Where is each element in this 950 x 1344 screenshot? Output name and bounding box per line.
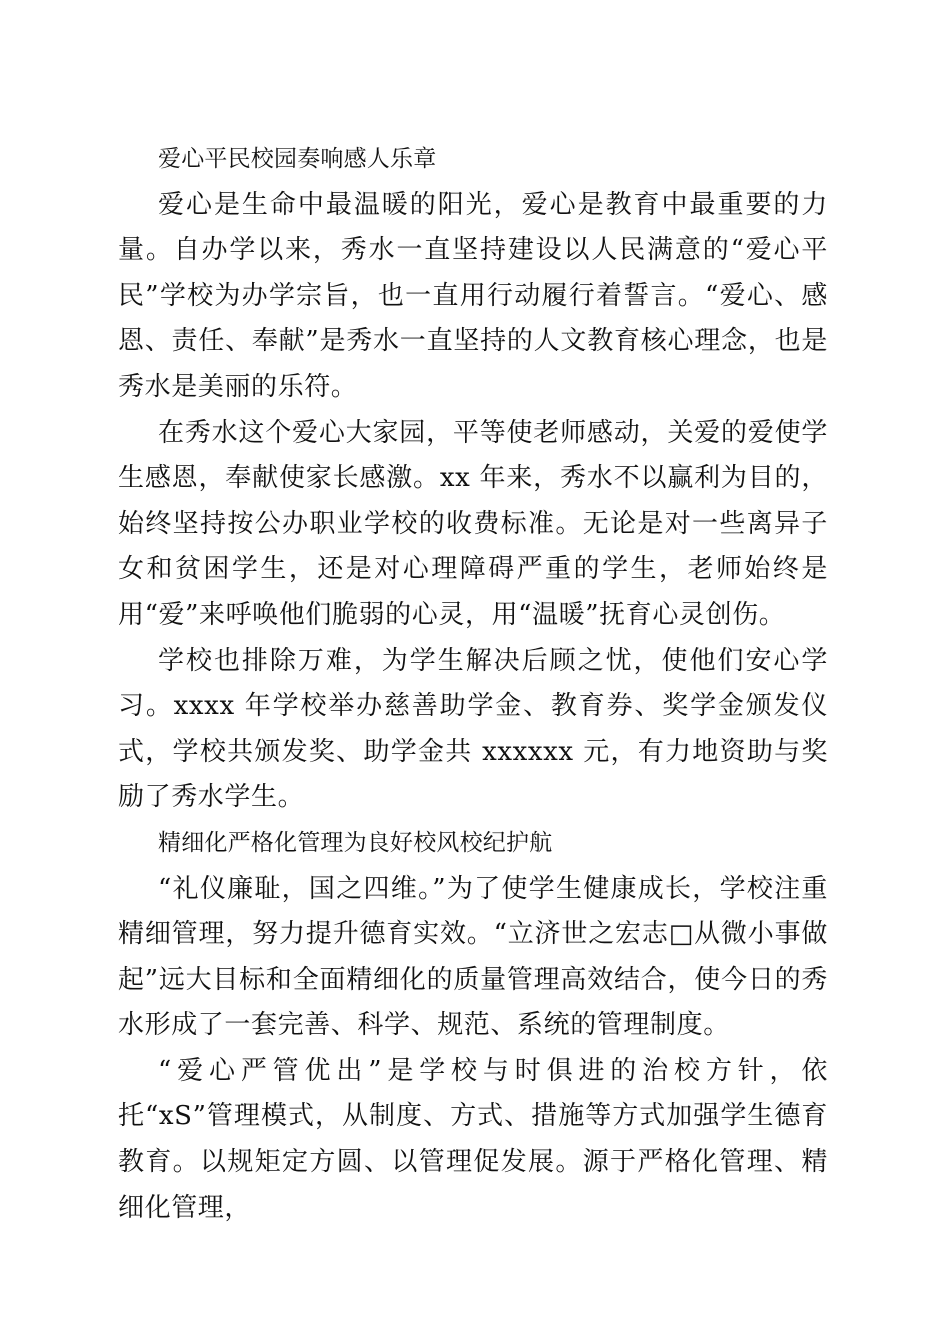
section-heading: 精细化严格化管理为良好校风校纪护航	[158, 829, 553, 856]
paragraph: 在秀水这个爱心大家园，平等使老师感动，关爱的爱使学生感恩，奉献使家长感激。xx 年来，秀水不以赢利为目的，始终坚持按公办职业学校的收费标准。无论是对一些离异子女和贫困学生，还是对心理障碍严重的学生，老师始终是用“爱”来呼唤他们脆弱的心灵，用“温暖”抚育心灵创伤。	[118, 417, 828, 630]
section-heading: 爱心平民校园奏响感人乐章	[158, 146, 437, 172]
document-body	[118, 137, 828, 1231]
paragraph: 爱心是生命中最温暖的阳光，爱心是教育中最重要的力量。自办学以来，秀水一直坚持建设以人民满意的“爱心平民”学校为办学宗旨，也一直用行动履行着誓言。“爱心、感恩、责任、奉献”是秀水一直坚持的人文教育核心理念，也是秀水是美丽的乐符。	[118, 189, 828, 402]
paragraph: “爱心严管优出”是学校与时俱进的治校方针，依托“xS”管理模式，从制度、方式、措施等方式加强学生德育教育。以规矩定方圆、以管理促发展。源于严格化管理、精细化管理，	[118, 1055, 828, 1223]
paragraph: 学校也排除万难，为学生解决后顾之忧，使他们安心学习。xxxx 年学校举办慈善助学金、教育券、奖学金颁发仪式，学校共颁发奖、助学金共 xxxxxx 元，有力地资助与奖励了秀水学生。	[118, 645, 828, 813]
paragraph: “礼仪廉耻，国之四维。”为了使学生健康成长，学校注重精细管理，努力提升德育实效。“立济世之宏志□从微小事做起”远大目标和全面精细化的质量管理高效结合，使今日的秀水形成了一套完善、科学、规范、系统的管理制度。	[118, 873, 828, 1041]
